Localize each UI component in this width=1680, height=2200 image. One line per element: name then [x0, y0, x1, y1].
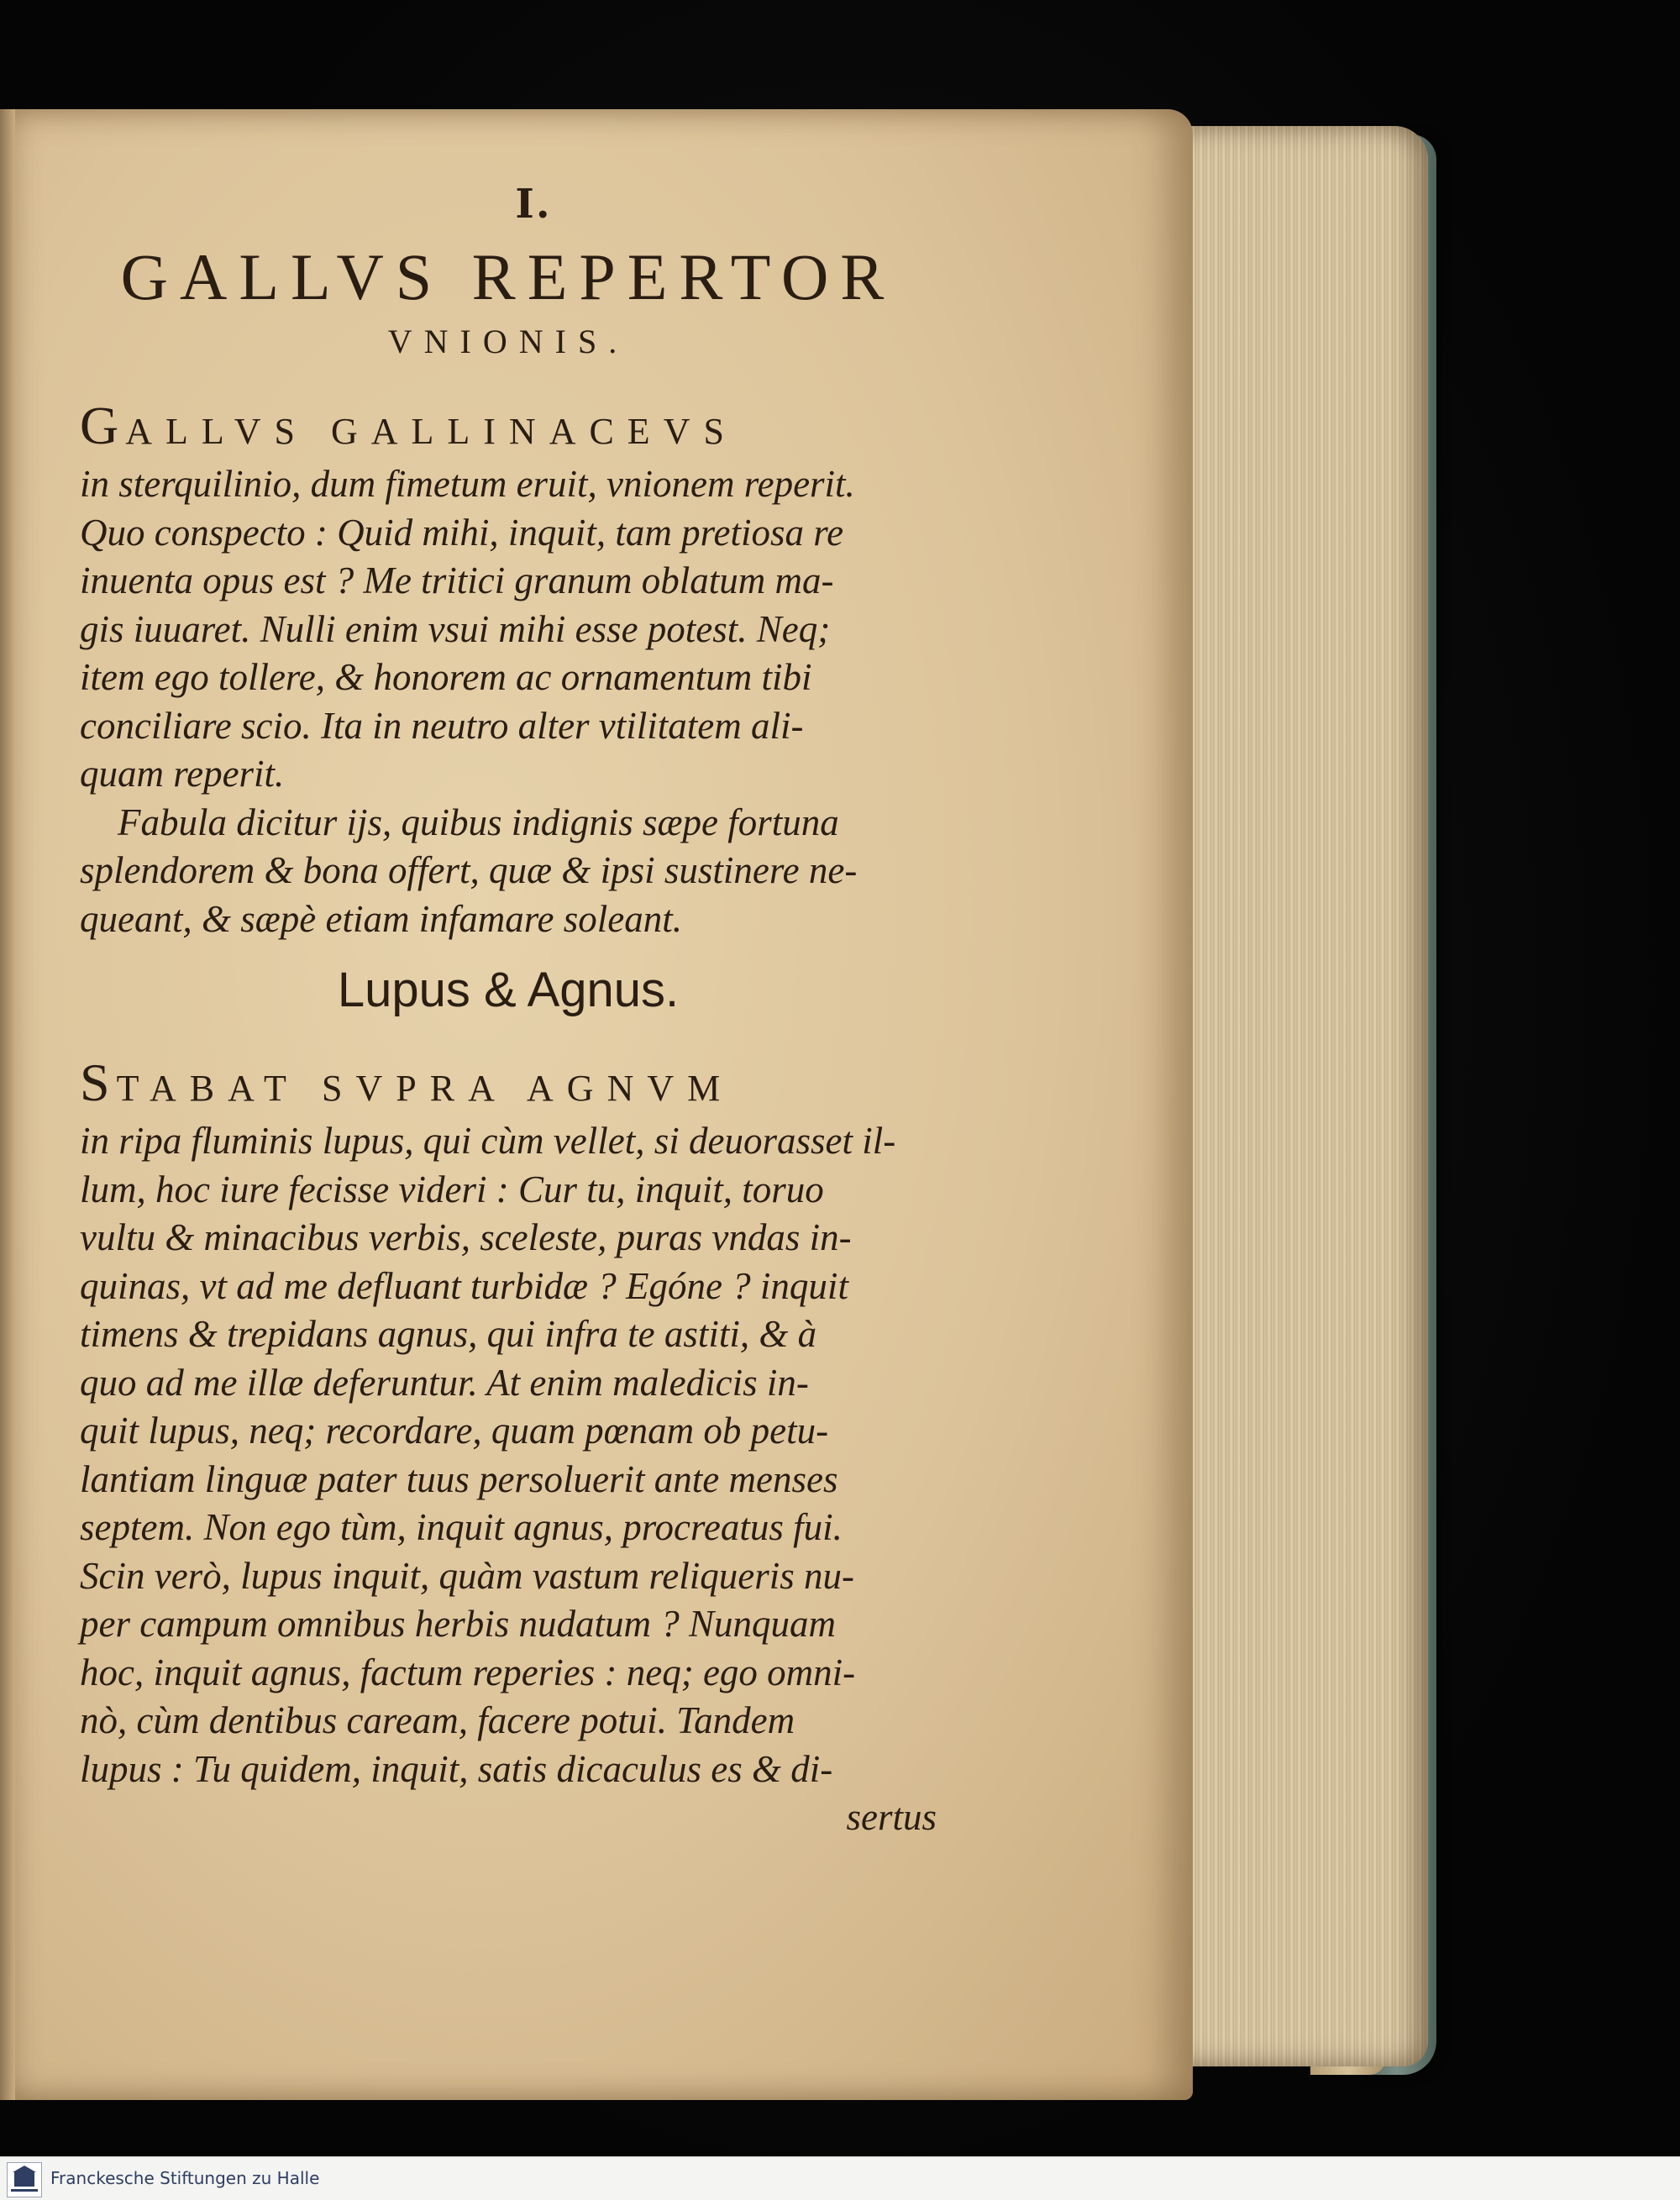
- fable-2-title: Lupus & Agnus.: [337, 963, 680, 1017]
- text-line: quo ad me illæ deferuntur. At enim maledicis in-: [80, 1361, 809, 1404]
- text-line: lum, hoc iure fecisse videri : Cur tu, inquit, toruo: [80, 1168, 824, 1210]
- footer-bar: [0, 2156, 1680, 2200]
- fable-1-body: [80, 460, 937, 799]
- text-line: timens & trepidans agnus, qui infra te astiti, & à: [80, 1313, 817, 1355]
- text-line: inuenta opus est ? Me tritici granum oblatum ma-: [80, 559, 834, 601]
- fable-1-title: GALLVS REPERTOR: [120, 240, 896, 313]
- text-line: Scin verò, lupus inquit, quàm vastum reliqueris nu-: [80, 1554, 854, 1597]
- institution-logo-icon[interactable]: [7, 2162, 42, 2197]
- text-line: item ego tollere, & honorem ac ornamentum tibi: [80, 656, 812, 698]
- text-line: gis iuuaret. Nulli enim vsui mihi esse potest. Neq;: [80, 607, 831, 650]
- text-line: quam reperit.: [80, 753, 285, 795]
- text-line: lupus : Tu quidem, inquit, satis dicaculus es & di-: [80, 1747, 833, 1790]
- page-text: [80, 181, 937, 1842]
- fable-2-opening-words: TABAT SVPRA AGNVM: [116, 1068, 734, 1109]
- text-line: lantiam linguæ pater tuus persoluerit ante menses: [80, 1457, 838, 1500]
- fable-2-opening: [80, 1052, 937, 1114]
- text-line: splendorem & bona offert, quæ & ipsi sustinere ne-: [80, 849, 858, 891]
- text-line: in ripa fluminis lupus, qui cùm vellet, si deuorasset il-: [80, 1120, 896, 1162]
- text-line: Fabula dicitur ijs, quibus indignis sæpe fortuna: [118, 801, 839, 843]
- page-gutter: [0, 109, 15, 2100]
- text-line: Quo conspecto : Quid mihi, inquit, tam pretiosa re: [80, 511, 844, 554]
- page-number: I.: [515, 181, 552, 228]
- fable-1-opening-words: ALLVS GALLINACEVS: [125, 411, 738, 452]
- text-line: queant, & sæpè etiam infamare soleant.: [80, 897, 683, 940]
- text-line: conciliare scio. Ita in neutro alter vtilitatem ali-: [80, 704, 804, 747]
- text-line: nò, cùm dentibus caream, facere potui. Tandem: [80, 1699, 795, 1741]
- text-line: quit lupus, neq; recordare, quam pœnam ob petu-: [80, 1410, 829, 1452]
- fable-1-initial: G: [80, 396, 126, 455]
- fable-1-moral: [80, 799, 937, 944]
- text-line: vultu & minacibus verbis, sceleste, puras vndas in-: [80, 1216, 852, 1258]
- text-line: hoc, inquit agnus, factum reperies : neq; ego omni-: [80, 1651, 856, 1693]
- fable-1-opening: [80, 395, 937, 457]
- catchword: sertus: [846, 1796, 937, 1838]
- text-line: quinas, vt ad me defluant turbidæ ? Egóne ? inquit: [80, 1264, 848, 1307]
- text-line: septem. Non ego tùm, inquit agnus, procreatus fui.: [80, 1506, 843, 1548]
- text-line: per campum omnibus herbis nudatum ? Nunquam: [80, 1603, 836, 1645]
- fable-2-body: [80, 1117, 937, 1842]
- fable-1-subtitle: VNIONIS.: [387, 323, 629, 360]
- text-line: in sterquilinio, dum fimetum eruit, vnionem reperit.: [80, 463, 855, 505]
- institution-name[interactable]: Franckesche Stiftungen zu Halle: [50, 2168, 320, 2188]
- fable-2-initial: S: [80, 1053, 117, 1112]
